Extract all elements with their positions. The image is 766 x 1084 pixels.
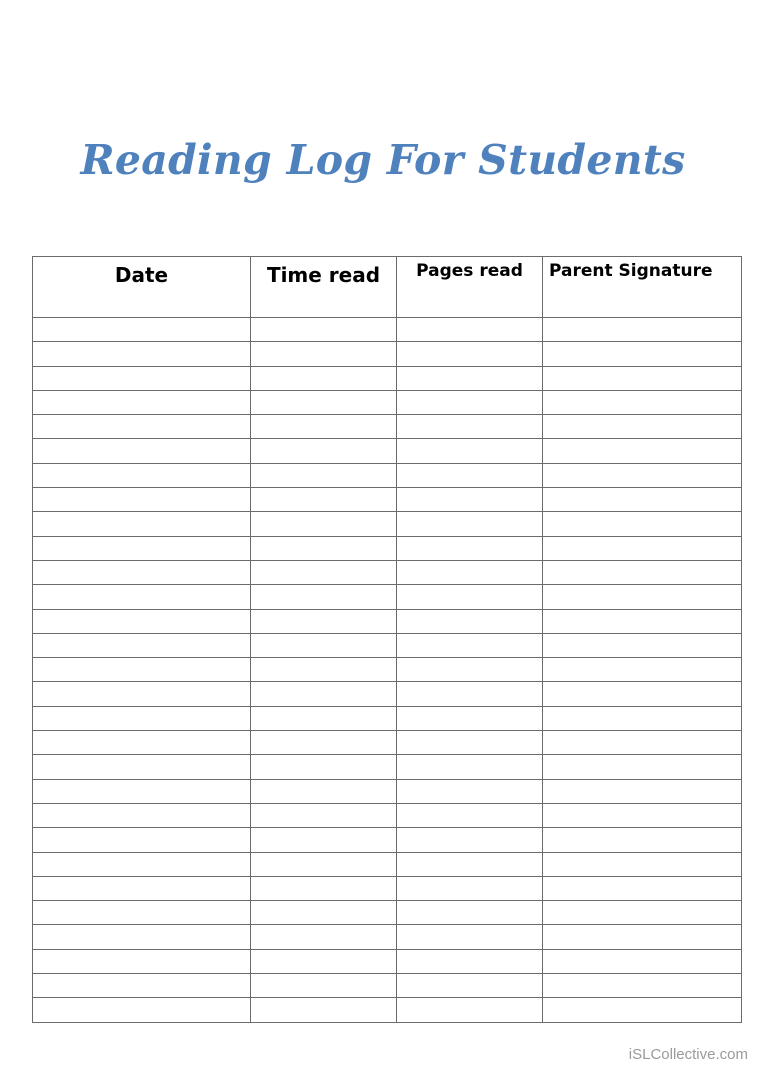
date-cell[interactable] (33, 876, 251, 900)
pages-read-cell[interactable] (397, 731, 543, 755)
table-row (33, 658, 742, 682)
parent-signature-cell[interactable] (543, 390, 742, 414)
column-header-time-read: Time read (251, 257, 397, 318)
time-read-cell[interactable] (251, 463, 397, 487)
parent-signature-cell[interactable] (543, 318, 742, 342)
parent-signature-cell[interactable] (543, 342, 742, 366)
parent-signature-cell[interactable] (543, 731, 742, 755)
time-read-cell[interactable] (251, 949, 397, 973)
parent-signature-cell[interactable] (543, 876, 742, 900)
table-row (33, 731, 742, 755)
date-cell[interactable] (33, 925, 251, 949)
table-body (33, 318, 742, 1023)
pages-read-cell[interactable] (397, 512, 543, 536)
parent-signature-cell[interactable] (543, 682, 742, 706)
date-cell[interactable] (33, 512, 251, 536)
time-read-cell[interactable] (251, 901, 397, 925)
pages-read-cell[interactable] (397, 366, 543, 390)
date-cell[interactable] (33, 609, 251, 633)
date-cell[interactable] (33, 682, 251, 706)
reading-log-table (32, 256, 742, 1023)
table-row (33, 828, 742, 852)
time-read-cell[interactable] (251, 366, 397, 390)
parent-signature-cell[interactable] (543, 925, 742, 949)
pages-read-cell[interactable] (397, 901, 543, 925)
parent-signature-cell[interactable] (543, 901, 742, 925)
pages-read-cell[interactable] (397, 779, 543, 803)
table-row (33, 901, 742, 925)
date-cell[interactable] (33, 974, 251, 998)
pages-read-cell[interactable] (397, 488, 543, 512)
time-read-cell[interactable] (251, 852, 397, 876)
table-row (33, 974, 742, 998)
time-read-cell[interactable] (251, 755, 397, 779)
date-cell[interactable] (33, 828, 251, 852)
date-cell[interactable] (33, 779, 251, 803)
parent-signature-cell[interactable] (543, 560, 742, 584)
column-header-pages-read: Pages read (397, 257, 543, 318)
table-row (33, 682, 742, 706)
time-read-cell[interactable] (251, 609, 397, 633)
time-read-cell[interactable] (251, 828, 397, 852)
pages-read-cell[interactable] (397, 755, 543, 779)
parent-signature-cell[interactable] (543, 852, 742, 876)
pages-read-cell[interactable] (397, 415, 543, 439)
parent-signature-cell[interactable] (543, 585, 742, 609)
table-row (33, 488, 742, 512)
pages-read-cell[interactable] (397, 439, 543, 463)
table-row (33, 949, 742, 973)
table-row (33, 318, 742, 342)
time-read-cell[interactable] (251, 512, 397, 536)
time-read-cell[interactable] (251, 706, 397, 730)
parent-signature-cell[interactable] (543, 463, 742, 487)
table-row (33, 803, 742, 827)
time-read-cell[interactable] (251, 536, 397, 560)
pages-read-cell[interactable] (397, 585, 543, 609)
table-row (33, 415, 742, 439)
pages-read-cell[interactable] (397, 633, 543, 657)
pages-read-cell[interactable] (397, 803, 543, 827)
parent-signature-cell[interactable] (543, 488, 742, 512)
time-read-cell[interactable] (251, 658, 397, 682)
date-cell[interactable] (33, 706, 251, 730)
table-row (33, 609, 742, 633)
time-read-cell[interactable] (251, 803, 397, 827)
table-row (33, 439, 742, 463)
table-row (33, 585, 742, 609)
table-row (33, 998, 742, 1022)
column-header-date: Date (33, 257, 251, 318)
parent-signature-cell[interactable] (543, 512, 742, 536)
time-read-cell[interactable] (251, 779, 397, 803)
date-cell[interactable] (33, 390, 251, 414)
time-read-cell[interactable] (251, 633, 397, 657)
parent-signature-cell[interactable] (543, 366, 742, 390)
date-cell[interactable] (33, 439, 251, 463)
time-read-cell[interactable] (251, 342, 397, 366)
pages-read-cell[interactable] (397, 706, 543, 730)
pages-read-cell[interactable] (397, 560, 543, 584)
date-cell[interactable] (33, 318, 251, 342)
parent-signature-cell[interactable] (543, 779, 742, 803)
date-cell[interactable] (33, 731, 251, 755)
table-row (33, 755, 742, 779)
parent-signature-cell[interactable] (543, 658, 742, 682)
pages-read-cell[interactable] (397, 609, 543, 633)
pages-read-cell[interactable] (397, 876, 543, 900)
date-cell[interactable] (33, 415, 251, 439)
parent-signature-cell[interactable] (543, 803, 742, 827)
parent-signature-cell[interactable] (543, 609, 742, 633)
watermark: iSLCollective.com (628, 1046, 748, 1063)
parent-signature-cell[interactable] (543, 998, 742, 1022)
table-row (33, 463, 742, 487)
date-cell[interactable] (33, 463, 251, 487)
pages-read-cell[interactable] (397, 925, 543, 949)
pages-read-cell[interactable] (397, 998, 543, 1022)
parent-signature-cell[interactable] (543, 633, 742, 657)
pages-read-cell[interactable] (397, 536, 543, 560)
header-row (33, 257, 742, 318)
table-row (33, 390, 742, 414)
page-title: Reading Log For Students (80, 136, 686, 184)
time-read-cell[interactable] (251, 415, 397, 439)
time-read-cell[interactable] (251, 974, 397, 998)
time-read-cell[interactable] (251, 560, 397, 584)
table-row (33, 876, 742, 900)
table-row (33, 512, 742, 536)
pages-read-cell[interactable] (397, 342, 543, 366)
parent-signature-cell[interactable] (543, 439, 742, 463)
table-row (33, 342, 742, 366)
date-cell[interactable] (33, 658, 251, 682)
pages-read-cell[interactable] (397, 949, 543, 973)
table-row (33, 366, 742, 390)
pages-read-cell[interactable] (397, 463, 543, 487)
date-cell[interactable] (33, 803, 251, 827)
pages-read-cell[interactable] (397, 682, 543, 706)
date-cell[interactable] (33, 949, 251, 973)
date-cell[interactable] (33, 998, 251, 1022)
pages-read-cell[interactable] (397, 974, 543, 998)
parent-signature-cell[interactable] (543, 828, 742, 852)
parent-signature-cell[interactable] (543, 536, 742, 560)
parent-signature-cell[interactable] (543, 415, 742, 439)
time-read-cell[interactable] (251, 390, 397, 414)
time-read-cell[interactable] (251, 488, 397, 512)
date-cell[interactable] (33, 585, 251, 609)
parent-signature-cell[interactable] (543, 974, 742, 998)
date-cell[interactable] (33, 366, 251, 390)
pages-read-cell[interactable] (397, 390, 543, 414)
pages-read-cell[interactable] (397, 852, 543, 876)
parent-signature-cell[interactable] (543, 949, 742, 973)
date-cell[interactable] (33, 755, 251, 779)
time-read-cell[interactable] (251, 925, 397, 949)
parent-signature-cell[interactable] (543, 755, 742, 779)
table-row (33, 560, 742, 584)
pages-read-cell[interactable] (397, 318, 543, 342)
time-read-cell[interactable] (251, 585, 397, 609)
date-cell[interactable] (33, 342, 251, 366)
time-read-cell[interactable] (251, 682, 397, 706)
pages-read-cell[interactable] (397, 658, 543, 682)
time-read-cell[interactable] (251, 998, 397, 1022)
column-header-parent-signature: Parent Signature (543, 257, 742, 318)
table-row (33, 779, 742, 803)
table-row (33, 925, 742, 949)
time-read-cell[interactable] (251, 318, 397, 342)
date-cell[interactable] (33, 633, 251, 657)
date-cell[interactable] (33, 488, 251, 512)
pages-read-cell[interactable] (397, 828, 543, 852)
table-row (33, 706, 742, 730)
date-cell[interactable] (33, 536, 251, 560)
time-read-cell[interactable] (251, 876, 397, 900)
table-row (33, 536, 742, 560)
time-read-cell[interactable] (251, 439, 397, 463)
date-cell[interactable] (33, 852, 251, 876)
date-cell[interactable] (33, 901, 251, 925)
parent-signature-cell[interactable] (543, 706, 742, 730)
table-row (33, 852, 742, 876)
date-cell[interactable] (33, 560, 251, 584)
time-read-cell[interactable] (251, 731, 397, 755)
table-row (33, 633, 742, 657)
